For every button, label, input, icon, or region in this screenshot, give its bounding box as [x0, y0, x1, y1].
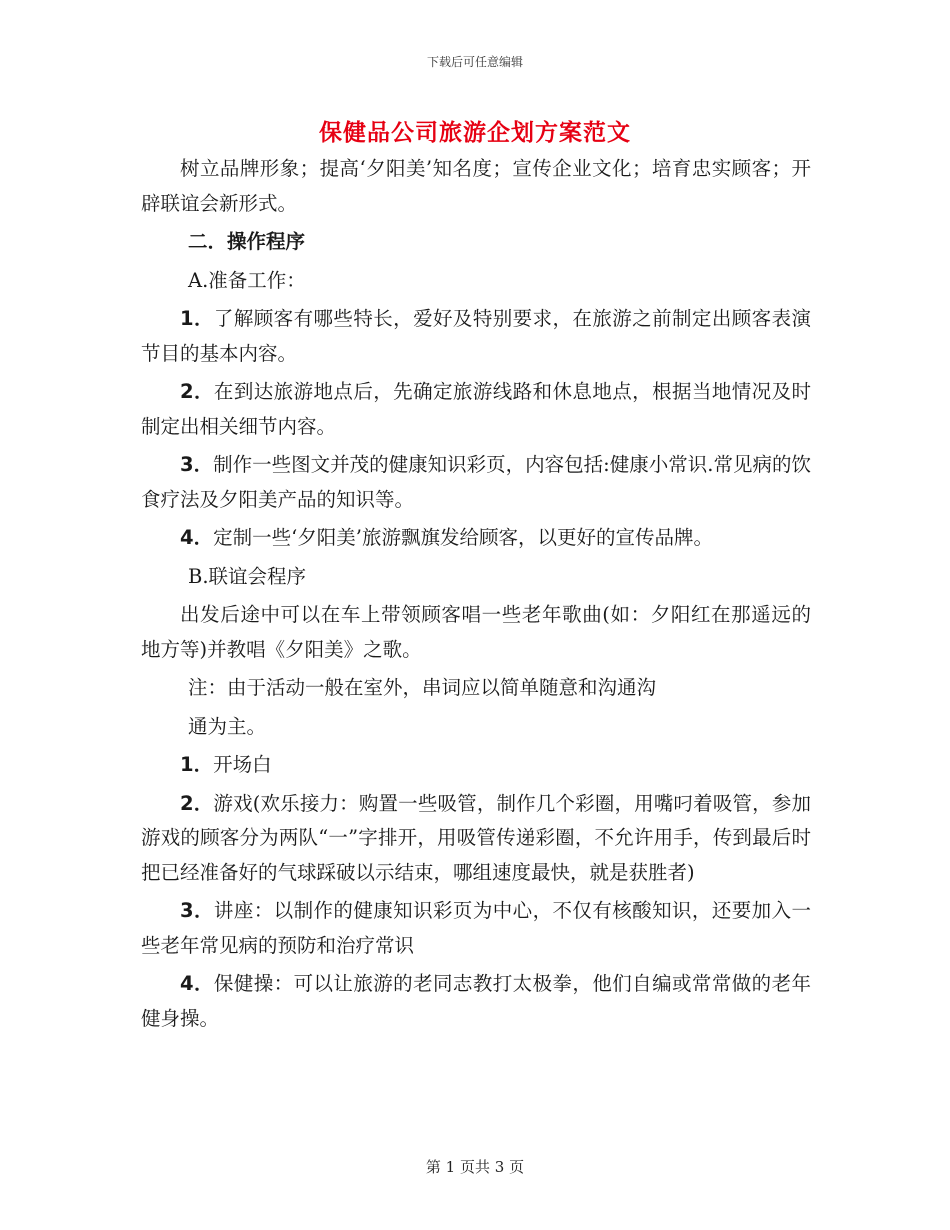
intro-paragraph: 树立品牌形象；提高‘夕阳美’知名度；宣传企业文化；培育忠实顾客；开辟联谊会新形式。: [141, 157, 811, 215]
item-number: 4．: [180, 526, 214, 549]
list-item-b1: [141, 748, 811, 783]
item-text: 游戏(欢乐接力：购置一些吸管，制作几个彩圈，用嘴叼着吸管，参加游戏的顾客分为两队“一”字排开，用吸管传递彩圈，不允许用手，传到最后时把已经准备好的气球踩破以示结束，哪组速度最快，就是获胜者): [141, 791, 811, 884]
list-item-a2: [141, 375, 811, 444]
item-number: 1．: [180, 753, 214, 776]
page-header: 下载后可任意编辑: [426, 55, 523, 69]
part-a-heading: A.准备工作：: [188, 268, 306, 292]
document-title: 保健品公司旅游企划方案范文: [319, 120, 631, 146]
item-number: 3．: [180, 899, 214, 922]
list-item-a4: [141, 521, 811, 556]
list-item-a3: [141, 448, 811, 517]
document-body: [141, 152, 811, 1040]
item-text: 制作一些图文并茂的健康知识彩页，内容包括:健康小常识.常见病的饮食疗法及夕阳美产品的知识等。: [141, 453, 811, 511]
part-b-heading: B.联谊会程序: [188, 564, 307, 588]
item-text: 开场白: [213, 753, 272, 776]
item-number: 3．: [180, 453, 214, 476]
item-text: 讲座：以制作的健康知识彩页为中心，不仅有核酸知识，还要加入一些老年常见病的预防和治疗常识: [141, 899, 811, 957]
part-b-intro: 出发后途中可以在车上带领顾客唱一些老年歌曲(如：夕阳红在那遥远的地方等)并教唱《夕阳美》之歌。: [141, 603, 811, 661]
note-line-2: 通为主。: [188, 714, 267, 738]
list-item-b4: [141, 967, 811, 1036]
note-line-1: 注：由于活动一般在室外，串词应以简单随意和沟通沟: [188, 676, 657, 699]
page-footer: 第 1 页共 3 页: [425, 1158, 525, 1176]
list-item-b3: [141, 894, 811, 963]
section-heading-operation: 二．操作程序: [188, 230, 306, 253]
item-text: 了解顾客有哪些特长，爱好及特别要求，在旅游之前制定出顾客表演节目的基本内容。: [141, 307, 811, 365]
item-text: 定制一些‘夕阳美’旅游飘旗发给顾客，以更好的宣传品牌。: [213, 526, 713, 549]
list-item-a1: [141, 302, 811, 371]
item-number: 4．: [180, 972, 214, 995]
item-text: 保健操：可以让旅游的老同志教打太极拳，他们自编或常常做的老年健身操。: [141, 972, 811, 1030]
item-number: 1．: [180, 307, 214, 330]
item-text: 在到达旅游地点后，先确定旅游线路和休息地点，根据当地情况及时制定出相关细节内容。: [141, 380, 811, 438]
item-number: 2．: [180, 791, 214, 815]
list-item-b2: [141, 787, 811, 891]
item-number: 2．: [180, 380, 214, 403]
